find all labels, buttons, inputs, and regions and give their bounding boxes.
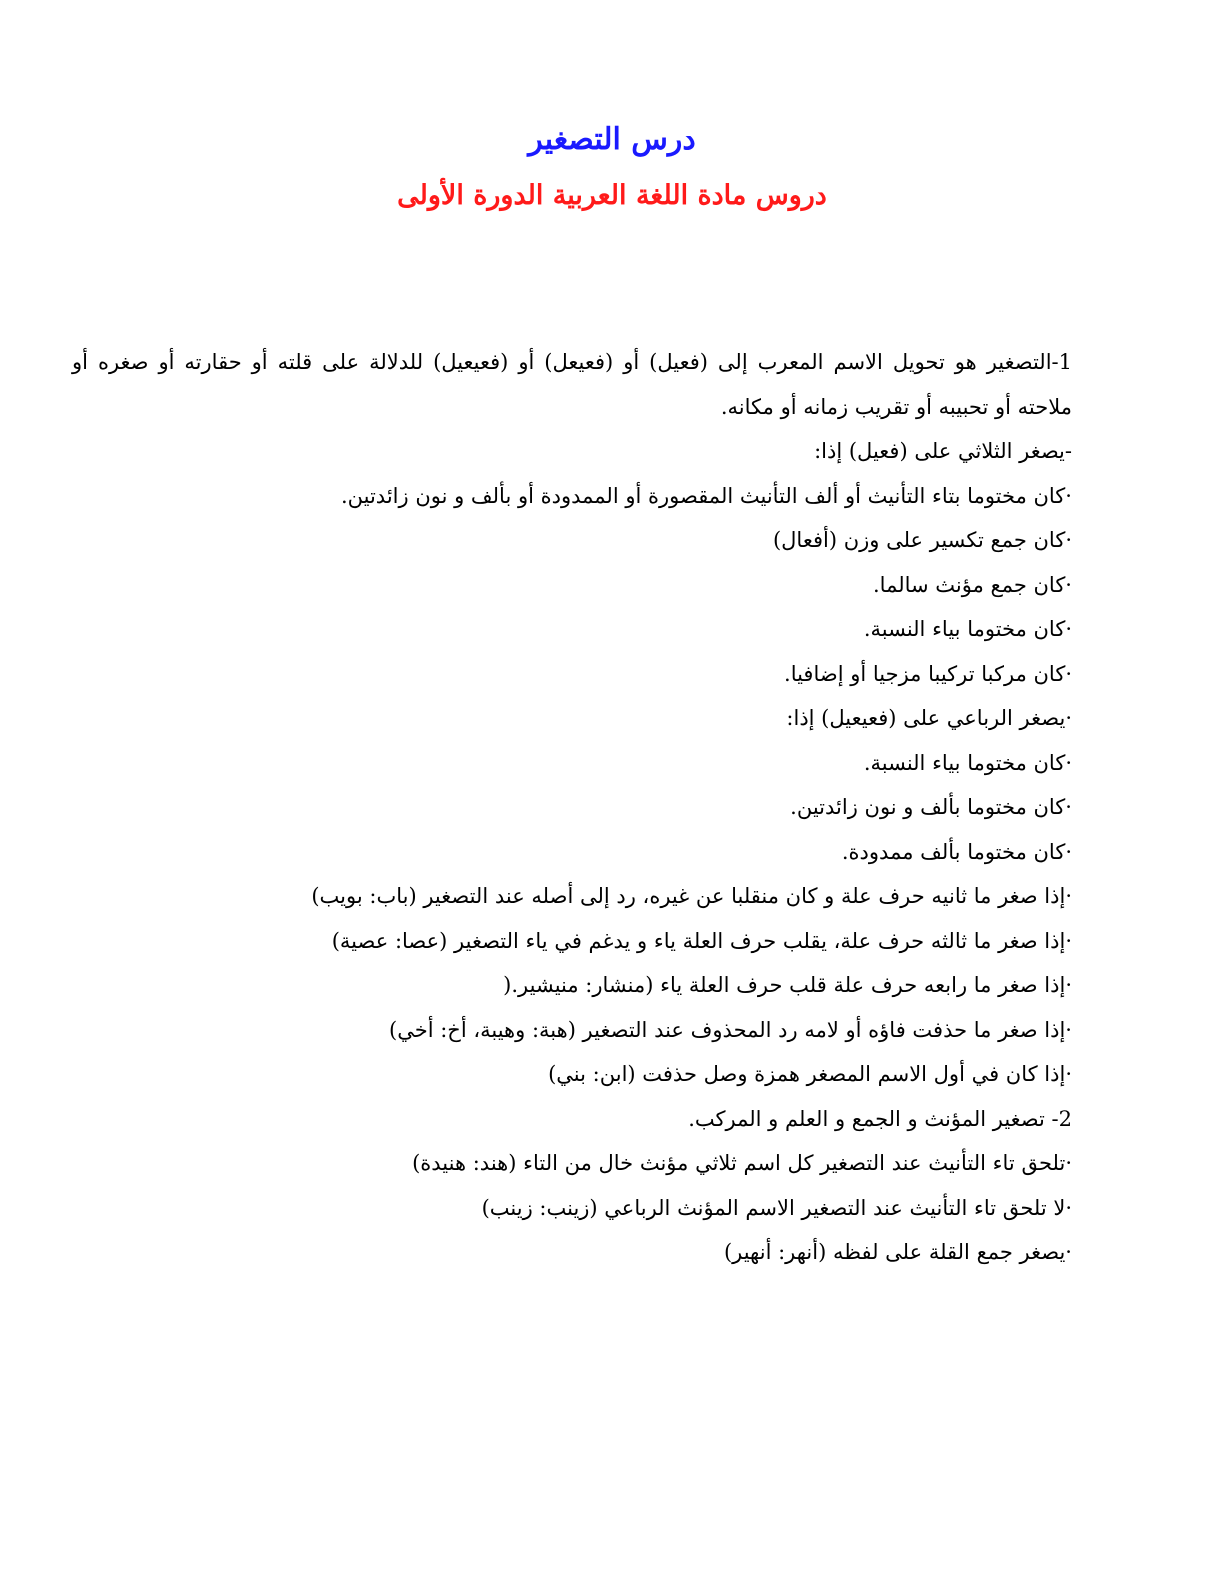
list-item: ·إذا صغر ما رابعه حرف علة قلب حرف العلة ياء (منشار: منيشير.( bbox=[503, 973, 1072, 997]
rule-heading-trilateral: -يصغر الثلاثي على (فعيل) إذا: bbox=[814, 439, 1072, 463]
list-item: ·كان مركبا تركيبا مزجيا أو إضافيا. bbox=[784, 661, 1072, 686]
list-item: ·كان مختوما بياء النسبة. bbox=[863, 617, 1072, 641]
list-item: ·كان جمع تكسير على وزن (أفعال) bbox=[772, 528, 1072, 552]
list-item: ·كان مختوما بألف و نون زائدتين. bbox=[790, 795, 1072, 819]
list-item: ·إذا كان في أول الاسم المصغر همزة وصل حذفت (ابن: بني) bbox=[548, 1062, 1072, 1086]
list-item: ·كان مختوما بياء النسبة. bbox=[863, 750, 1072, 775]
list-item: ·تلحق تاء التأنيث عند التصغير كل اسم ثلاثي مؤنث خال من التاء (هند: هنيدة) bbox=[412, 1151, 1072, 1175]
list-item: ·إذا صغر ما ثالثه حرف علة، يقلب حرف العلة ياء و يدغم في ياء التصغير (عصا: عصية) bbox=[331, 928, 1072, 953]
list-item: ·إذا صغر ما حذفت فاؤه أو لامه رد المحذوف عند التصغير (هبة: وهيبة، أخ: أخي) bbox=[389, 1017, 1072, 1042]
list-item: ·يصغر جمع القلة على لفظه (أنهر: أنهير) bbox=[723, 1240, 1072, 1264]
rule-heading-quadrilateral: ·يصغر الرباعي على (فعيعيل) إذا: bbox=[786, 706, 1072, 730]
page-subtitle: دروس مادة اللغة العربية الدورة الأولى bbox=[397, 180, 827, 211]
lesson-body bbox=[72, 340, 1072, 1275]
list-item: ·كان مختوما بألف ممدودة. bbox=[841, 839, 1072, 864]
section-heading-2: 2- تصغير المؤنث و الجمع و العلم و المركب. bbox=[688, 1106, 1072, 1131]
list-item: ·إذا صغر ما ثانيه حرف علة و كان منقلبا عن غيره، رد إلى أصله عند التصغير (باب: بويب) bbox=[311, 884, 1072, 908]
list-item: ·كان جمع مؤنث سالما. bbox=[873, 572, 1072, 597]
definition-paragraph: 1-التصغير هو تحويل الاسم المعرب إلى (فعيل) أو (فعيعل) أو (فعيعيل) للدلالة على قلته أو حقارته أو صغره أو ملاحته أو تحبيبه أو تقريب زمانه أو مكانه. bbox=[72, 350, 1072, 419]
list-item: ·كان مختوما بتاء التأنيث أو ألف التأنيث المقصورة أو الممدودة أو بألف و نون زائدتين. bbox=[340, 483, 1072, 508]
list-item: ·لا تلحق تاء التأنيث عند التصغير الاسم المؤنث الرباعي (زينب: زينب) bbox=[481, 1195, 1072, 1220]
page-title: درس التصغير bbox=[528, 122, 696, 157]
